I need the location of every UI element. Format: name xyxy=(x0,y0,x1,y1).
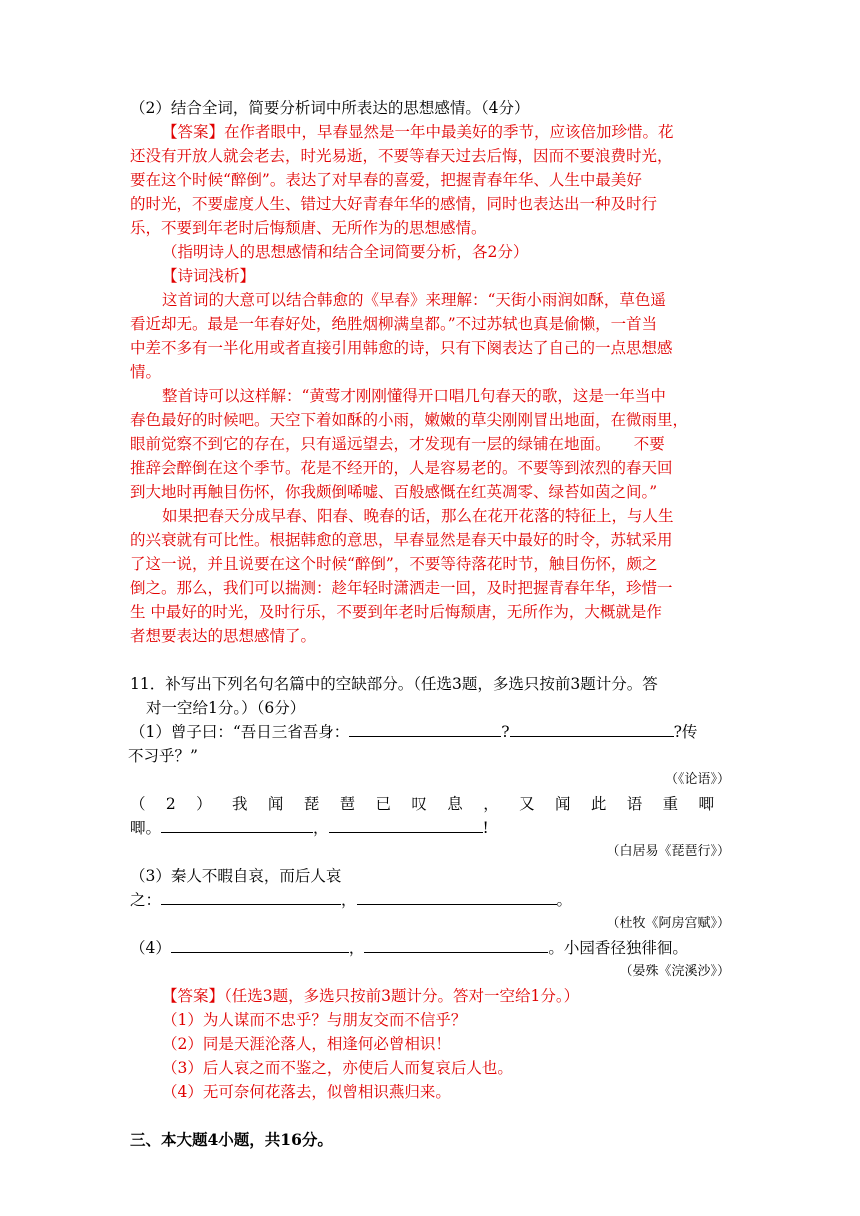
analysis-line: 中差不多有一半化用或者直接引用韩愈的诗，只有下阕表达了自己的一点思想感 xyxy=(130,339,673,357)
spacer xyxy=(130,648,730,672)
q11-answer-block xyxy=(130,984,730,1104)
answer-line: （4）无可奈何花落去，似曾相识燕归来。 xyxy=(162,1083,451,1101)
fill-item-1-cont: 不习乎？” xyxy=(128,747,198,765)
question-11-title-cont: 对一空给1分。）（6分） xyxy=(146,699,306,717)
blank-field[interactable] xyxy=(364,936,548,953)
fill-item-4: （4） ， 。小园香径独徘徊。 xyxy=(130,936,730,960)
fill-item-2: （2）我闻琵琶已叹息，又闻此语重唧 xyxy=(130,795,730,813)
analysis-line: 推辞会醉倒在这个季节。花是不经开的，人是容易老的。不要等到浓烈的春天回 xyxy=(130,459,673,477)
answer-line: 要在这个时候“醉倒”。表达了对早春的喜爱，把握青春年华、人生中最美好 xyxy=(130,171,642,189)
blank-field[interactable] xyxy=(357,888,557,905)
answer-line: 乐，不要到年老时后悔颓唐、无所作为的思想感情。 xyxy=(130,219,487,237)
analysis-line: 眼前觉察不到它的存在，只有遥远望去，才发现有一层的绿铺在地面。 不要 xyxy=(130,435,665,453)
source-citation: （晏殊《浣溪沙》） xyxy=(619,964,730,979)
blank-field[interactable] xyxy=(329,816,483,833)
analysis-line: 者想要表达的思想感情了。 xyxy=(130,627,317,645)
analysis-line: 这首词的大意可以结合韩愈的《早春》来理解：“天街小雨润如酥，草色遥 xyxy=(162,291,666,309)
answer-line: 在作者眼中，早春显然是一年中最美好的季节，应该倍加珍惜。花 xyxy=(224,123,674,141)
answer-line: 的时光，不要虚度人生、错过大好青春年华的感情，同时也表达出一种及时行 xyxy=(130,195,658,213)
analysis-line: 生 中最好的时光，及时行乐，不要到年老时后悔颓唐，无所作为，大概就是作 xyxy=(130,603,662,621)
source-citation: （《论语》） xyxy=(664,772,730,787)
analysis-line: 的兴衰就有可比性。根据韩愈的意思，早春显然是春天中最好的时令，苏轼采用 xyxy=(130,531,673,549)
answer-line: （2）同是天涯沦落人，相逢何必曾相识！ xyxy=(162,1035,451,1053)
analysis-line: 情。 xyxy=(130,363,162,381)
spacer xyxy=(130,1104,730,1128)
answer-note: （任选3题，多选只按前3题计分。答对一空给1分。） xyxy=(224,987,580,1005)
fill-item-1: （1）曾子曰：“吾日三省吾身： ? ?传 xyxy=(130,720,730,744)
answer-line: 还没有开放人就会老去，时光易逝，不要等春天过去后悔，因而不要浪费时光， xyxy=(130,147,673,165)
analysis-line: 整首诗可以这样解：“黄莺才刚刚懂得开口唱几句春天的歌，这是一年当中 xyxy=(162,387,666,405)
document-page xyxy=(130,96,730,1152)
analysis-line: 倒之。那么，我们可以揣测：趁年轻时潇洒走一回，及时把握青春年华，珍惜一 xyxy=(130,579,673,597)
question-11-title: 11．补写出下列名句名篇中的空缺部分。（任选3题，多选只按前3题计分。答 xyxy=(130,675,658,693)
analysis-line: 到大地时再触目伤怀，你我颇倒唏嘘、百般感慨在红英凋零、绿苔如茵之间。” xyxy=(130,483,658,501)
answer-line: （3）后人哀之而不鉴之，亦使后人而复哀后人也。 xyxy=(162,1059,513,1077)
blank-field[interactable] xyxy=(510,720,674,737)
blank-field[interactable] xyxy=(349,720,501,737)
blank-field[interactable] xyxy=(161,888,341,905)
fill-item-3-cont: 之： ， 。 xyxy=(130,888,730,912)
analysis-line: 看近却无。最是一年春好处，绝胜烟柳满皇都。”不过苏轼也真是偷懒，一首当 xyxy=(130,315,658,333)
source-citation: （杜牧《阿房宫赋》） xyxy=(606,916,730,931)
fill-item-2-cont: 唧。 ， ! xyxy=(130,816,730,840)
answer-tag: 【答案】 xyxy=(162,123,225,141)
blank-field[interactable] xyxy=(161,816,313,833)
answer-tag: 【答案】 xyxy=(162,987,225,1005)
answer-line: （1）为人谋而不忠乎？与朋友交而不信乎？ xyxy=(162,1011,467,1029)
analysis-line: 如果把春天分成早春、阳春、晚春的话，那么在花开花落的特征上，与人生 xyxy=(162,507,674,525)
source-citation: （白居易《琵琶行》） xyxy=(606,844,730,859)
fill-item-3: （3）秦人不暇自哀，而后人哀 xyxy=(130,867,342,885)
analysis-tag: 【诗词浅析】 xyxy=(162,267,256,285)
analysis-line: 春色最好的时候吧。天空下着如酥的小雨，嫩嫩的草尖刚刚冒出地面，在微雨里， xyxy=(130,411,689,429)
answer-block xyxy=(130,120,730,648)
section-heading: 三、本大题4小题，共16分。 xyxy=(130,1130,333,1149)
scoring-note: （指明诗人的思想感情和结合全词简要分析，各2分） xyxy=(162,243,529,261)
blank-field[interactable] xyxy=(171,936,349,953)
question-10-2: （2）结合全词，简要分析词中所表达的思想感情。（4分） xyxy=(130,99,530,117)
analysis-line: 了这一说，并且说要在这个时候“醉倒”，不要等待落花时节，触目伤怀，颇之 xyxy=(130,555,658,573)
